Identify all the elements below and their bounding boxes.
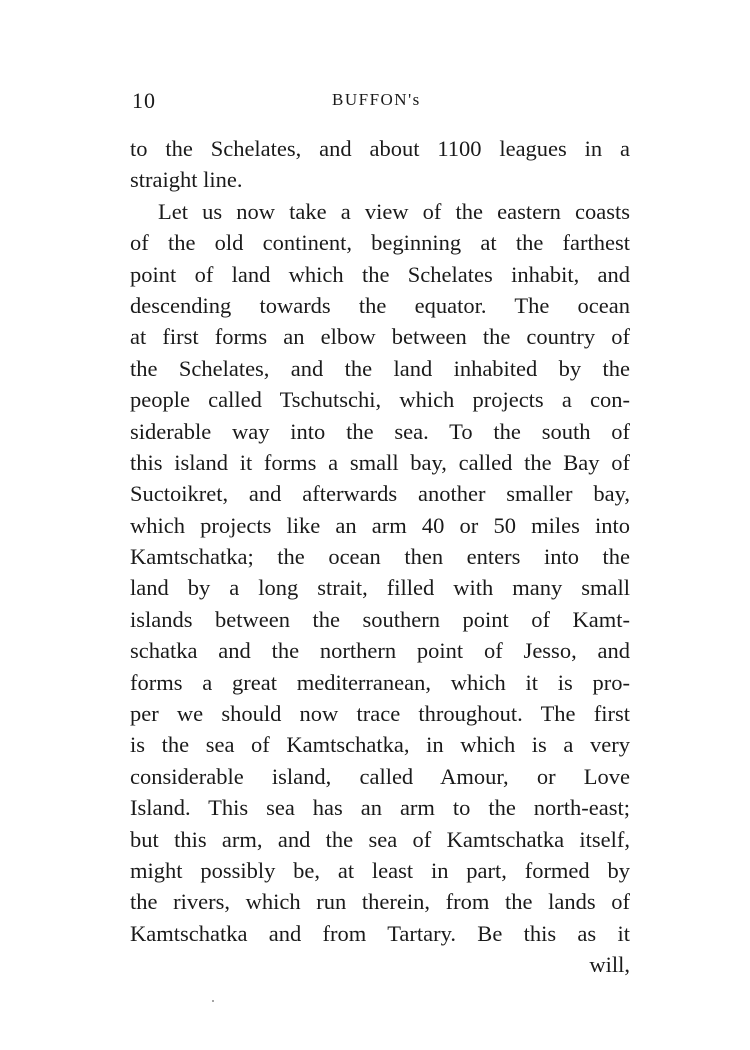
text-line: which projects like an arm 40 or 50 miles into xyxy=(130,512,630,538)
text-line: land by a long strait, filled with many small xyxy=(130,575,630,601)
text-line: siderable way into the sea. To the south of xyxy=(130,418,630,444)
text-line: islands between the southern point of Kamt- xyxy=(130,606,630,632)
body-text xyxy=(130,133,630,981)
running-head xyxy=(132,88,632,118)
text-line: Let us now take a view of the eastern coasts xyxy=(158,198,630,224)
text-line: Kamtschatka; the ocean then enters into the xyxy=(130,544,630,570)
text-line: Island. This sea has an arm to the north-east; xyxy=(130,795,630,821)
text-line: forms a great mediterranean, which it is pro- xyxy=(130,669,630,695)
text-line: point of land which the Schelates inhabit, and xyxy=(130,261,630,287)
text-line: considerable island, called Amour, or Love xyxy=(130,763,630,789)
text-line: per we should now trace throughout. The first xyxy=(130,701,630,727)
text-line: this island it forms a small bay, called the Bay of xyxy=(130,449,630,475)
text-line: descending towards the equator. The ocean xyxy=(130,292,630,318)
catchword: will, xyxy=(589,952,630,978)
text-line: of the old continent, beginning at the farthest xyxy=(130,230,630,256)
text-line: the Schelates, and the land inhabited by the xyxy=(130,355,630,381)
text-line: Suctoikret, and afterwards another smaller bay, xyxy=(130,481,630,507)
text-line: at first forms an elbow between the country of xyxy=(130,324,630,350)
text-line: is the sea of Kamtschatka, in which is a very xyxy=(130,732,630,758)
paper-speck xyxy=(212,1000,214,1002)
text-line: might possibly be, at least in part, formed by xyxy=(130,857,630,883)
running-title: BUFFON's xyxy=(332,90,421,109)
text-line: Kamtschatka and from Tartary. Be this as it xyxy=(130,920,630,946)
text-line: the rivers, which run therein, from the lands of xyxy=(130,889,630,915)
text-line: straight line. xyxy=(130,167,243,193)
page-number: 10 xyxy=(132,88,156,113)
text-line: to the Schelates, and about 1100 leagues in a xyxy=(130,136,630,161)
text-line: but this arm, and the sea of Kamtschatka itself, xyxy=(130,826,630,852)
text-line: schatka and the northern point of Jesso, and xyxy=(130,638,630,664)
text-line: people called Tschutschi, which projects a con- xyxy=(130,387,630,413)
